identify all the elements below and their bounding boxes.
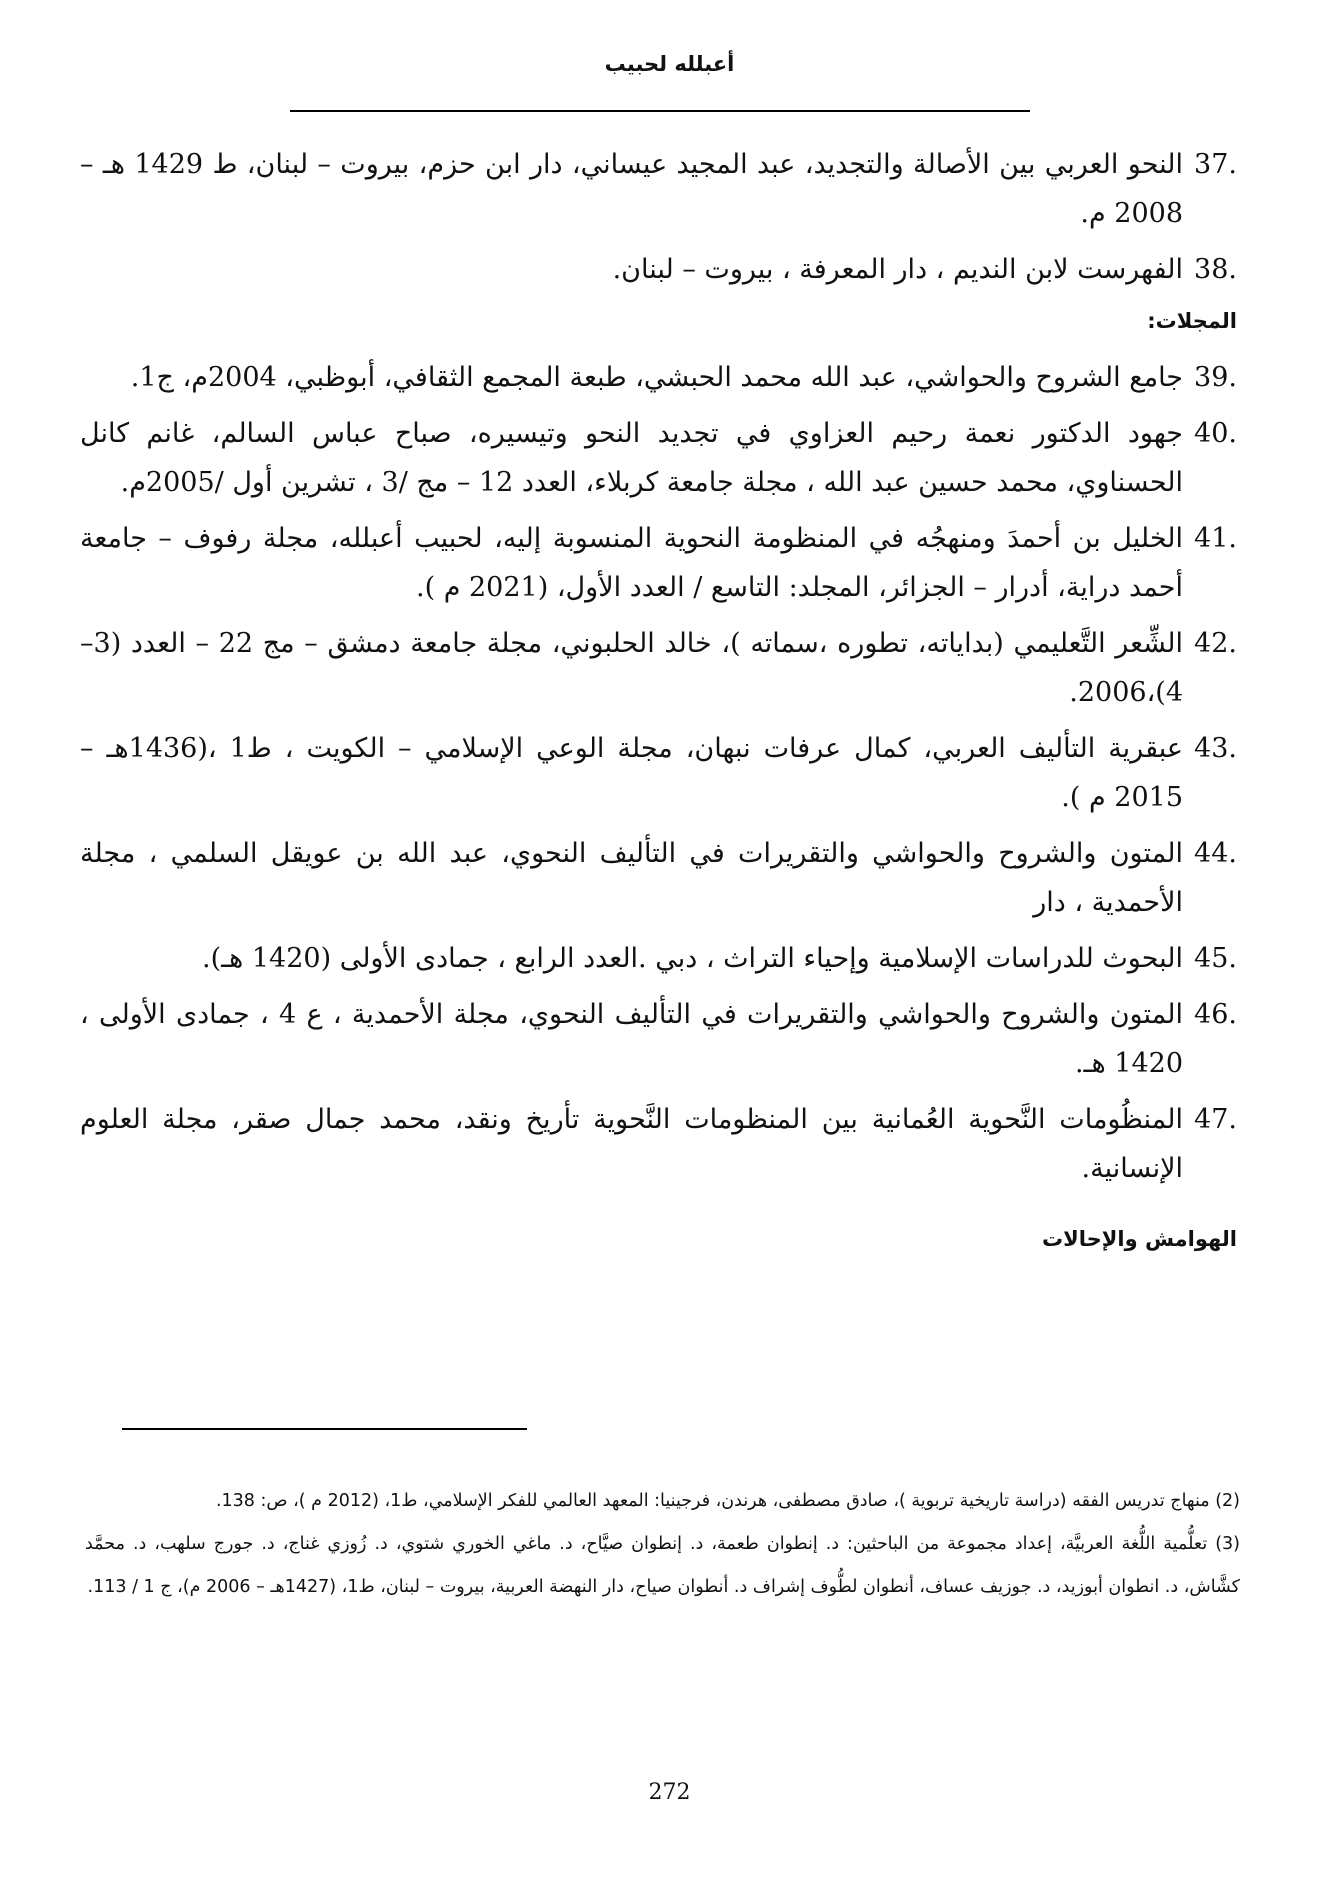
reference-text: الخليل بن أحمدَ ومنهجُه في المنظومة النحوية المنسوبة إليه، لحبيب أعبلله، مجلة رفوف – جامعة أحمد دراية، أدرار – الجزائر، المجلد: التاسع / العدد الأول، (2021 م ). bbox=[80, 523, 1183, 603]
reference-number: 47. bbox=[1194, 1104, 1237, 1135]
reference-number: 40. bbox=[1194, 418, 1237, 449]
reference-item bbox=[80, 934, 1237, 983]
page-content bbox=[80, 140, 1237, 1271]
reference-text: جامع الشروح والحواشي، عبد الله محمد الحبشي، طبعة المجمع الثقافي، أبوظبي، 2004م، ج1. bbox=[130, 362, 1183, 393]
footnotes bbox=[85, 1480, 1240, 1609]
reference-item bbox=[80, 724, 1237, 822]
header-divider bbox=[290, 110, 1030, 112]
reference-text: البحوث للدراسات الإسلامية وإحياء التراث ، دبي .العدد الرابع ، جمادى الأولى (1420 هـ). bbox=[202, 943, 1183, 974]
reference-item bbox=[80, 409, 1237, 507]
reference-item bbox=[80, 829, 1237, 927]
reference-text: المتون والشروح والحواشي والتقريرات في التأليف النحوي، مجلة الأحمدية ، ع 4 ، جمادى الأولى ، 1420 هـ. bbox=[80, 999, 1183, 1079]
notes-heading: الهوامش والإحالات bbox=[1042, 1227, 1237, 1251]
reference-number: 43. bbox=[1194, 733, 1237, 764]
reference-item bbox=[80, 140, 1237, 238]
reference-number: 38. bbox=[1194, 254, 1237, 285]
reference-number: 45. bbox=[1194, 943, 1237, 974]
reference-number: 41. bbox=[1194, 523, 1237, 554]
page-header-title: أعبلله لحبيب bbox=[604, 52, 735, 76]
reference-item bbox=[80, 619, 1237, 717]
reference-item bbox=[80, 1095, 1237, 1193]
footnote-item: (2) منهاج تدريس الفقه (دراسة تاريخية تربوية )، صادق مصطفى، هرندن، فرجينيا: المعهد العالمي للفكر الإسلامي، ط1، (2012 م )، ص: 138. bbox=[215, 1491, 1240, 1511]
reference-number: 44. bbox=[1194, 838, 1237, 869]
reference-text: المتون والشروح والحواشي والتقريرات في التأليف النحوي، عبد الله بن عويقل السلمي ، مجلة الأحمدية ، دار bbox=[80, 838, 1183, 918]
reference-number: 46. bbox=[1194, 999, 1237, 1030]
reference-text: جهود الدكتور نعمة رحيم العزاوي في تجديد النحو وتيسيره، صباح عباس السالم، غانم كانل الحسناوي، محمد حسين عبد الله ، مجلة جامعة كربلاء، العدد 12 – مج /3 ، تشرين أول /2005م. bbox=[80, 418, 1183, 498]
footnote-separator bbox=[122, 1428, 527, 1430]
reference-text: النحو العربي بين الأصالة والتجديد، عبد المجيد عيساني، دار ابن حزم، بيروت – لبنان، ط 1429 هـ –2008 م. bbox=[80, 149, 1183, 229]
reference-text: الشِّعر التَّعليمي (بداياته، تطوره ،سماته )، خالد الحلبوني، مجلة جامعة دمشق – مج 22 – العدد (3–4)،2006. bbox=[80, 628, 1183, 708]
reference-item bbox=[80, 990, 1237, 1088]
reference-text: عبقرية التأليف العربي، كمال عرفات نبهان، مجلة الوعي الإسلامي – الكويت ، ط1 ،(1436هـ – 2015 م ). bbox=[80, 733, 1183, 813]
page-number: 272 bbox=[648, 1780, 691, 1805]
journals-heading: المجلات: bbox=[1147, 309, 1237, 333]
reference-number: 37. bbox=[1194, 149, 1237, 180]
reference-number: 39. bbox=[1194, 362, 1237, 393]
reference-number: 42. bbox=[1194, 628, 1237, 659]
reference-text: الفهرست لابن النديم ، دار المعرفة ، بيروت – لبنان. bbox=[612, 254, 1183, 285]
reference-item bbox=[80, 514, 1237, 612]
reference-item bbox=[80, 245, 1237, 294]
reference-item bbox=[80, 353, 1237, 402]
footnote-item: (3) تعلُّمية اللُّغة العربيَّة، إعداد مجموعة من الباحثين: د. إنطوان طعمة، د. إنطوان صيَّاح، د. ماغي الخوري شتوي، د. زُوزي غناج، د. جورج سلهب، د. محمَّد كشَّاش، د. انطوان أبوزيد، د. جوزيف عساف، أنطوان لطُّوف إشراف د. أنطوان صياح، دار النهضة العربية، بيروت – لبنان، ط1، (1427هـ – 2006 م)، ج 1 / 113. bbox=[85, 1534, 1240, 1597]
reference-text: المنظُومات النَّحوية العُمانية بين المنظومات النَّحوية تأريخ ونقد، محمد جمال صقر، مجلة العلوم الإنسانية. bbox=[80, 1104, 1183, 1184]
